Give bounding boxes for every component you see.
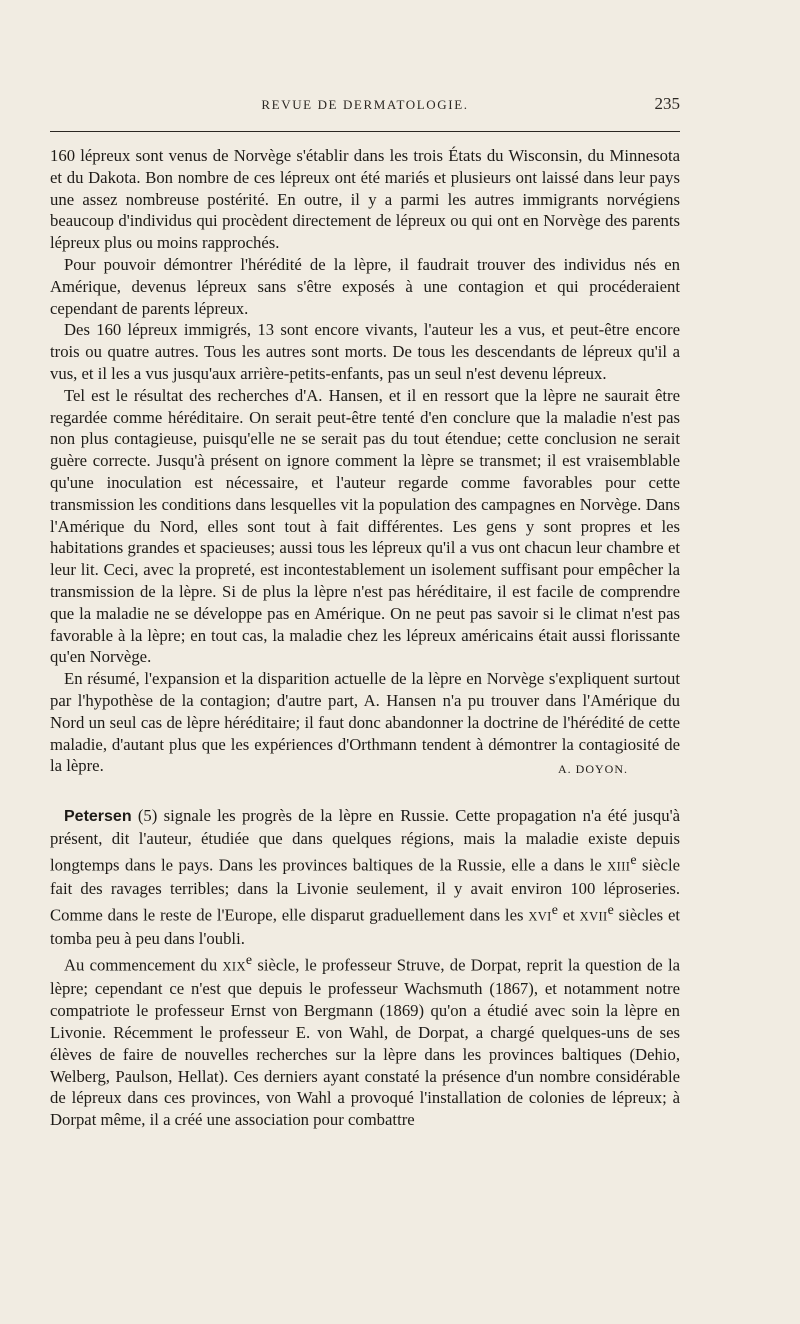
paragraph-text: siècles et tomba peu à peu dans l'oubli. — [50, 905, 681, 949]
paragraph: Tel est le résultat des recherches d'A. Hansen, et il en ressort que la lèpre ne saurait être regardée comme héréditaire. On serait peut-être tenté d'en conclure que la maladie n'est pas non plus contagieuse, puisqu'elle ne se serait pas du tout étendue; cette conclusion ne serait guère correcte. Jusqu'à présent on ignore comment la lèpre se transmet; il est vraisemblable qu'une inoculation est nécessaire, et l'auteur regarde comme favorables pour cette transmission les conditions dans lesquelles vit la population des campagnes en Norvège. Dans l'Amérique du Nord, elles sont tout à fait différentes. Les gens y sont propres et les habitations grandes et spacieuses; aussi tous les lépreux qu'il a vus ont chacun leur chambre et leur lit. Ceci, avec la propreté, est incontestablement un isolement suffisant pour empêcher la transmission de la lèpre. Si de plus la lèpre n'est pas héréditaire, il est facile de comprendre que la maladie ne se développe pas en Amérique. On ne peut pas savoir si le climat n'est pas favorable à la lèpre; en tout cas, la maladie chez les lépreux américains était aussi florissante qu'en Norvège. — [50, 385, 680, 667]
section-gap — [50, 777, 680, 805]
paragraph-text: siècle, le professeur Struve, de Dorpat, reprit la question de la lèpre; cependant ce n'est que depuis le professeur Wachsmuth (1867), et notamment notre compatriote le professeur Ernst von Bergmann (1869) qu'on a étudié avec soin la lèpre en Livonie. Récemment le professeur E. von Wahl, de Dorpat, a chargé quelques-uns de ses élèves de faire de nouvelles recherches sur la lèpre dans les provinces baltiques (Dehio, Welberg, Paulson, Hellat). Ces derniers ayant constaté la présence d'un nombre considérable de lépreux dans ces provinces, von Wahl a provoqué l'installation de colonies de lépreux; à Dorpat même, il a créé une association pour combattre — [50, 955, 680, 1130]
page-number: 235 — [654, 94, 680, 113]
century-numeral: XIX — [222, 959, 246, 974]
paragraph-text: (5) signale les progrès de la lèpre en Russie. Cette propagation n'a été jusqu'à présent, dit l'auteur, étudiée que dans quelques régions, mais la maladie existe depuis longtemps dans le pays. Dans les provinces baltiques de la Russie, elle a dans le — [50, 806, 680, 875]
paragraph-text: Au commencement du — [64, 955, 223, 975]
superscript: e — [607, 902, 614, 918]
paragraph-text: En résumé, l'expansion et la disparition actuelle de la lèpre en Norvège s'expliquent surtout par l'hypothèse de la contagion; d'autre part, A. Hansen n'a pu trouver dans l'Amérique du Nord un seul cas de lèpre héréditaire; il faut donc abandonner la doctrine de l'hérédité de cette maladie, d'autant plus que les expériences d'Orthmann tendent à démontrer la contagiosité de la lèpre. — [50, 669, 680, 776]
century-numeral: XVI — [528, 909, 552, 924]
paragraph-text: siècle fait des ravages terribles; dans la Livonie seulement, il y avait environ 100 léproseries. Comme dans le reste de l'Europe, elle disparut graduellement dans les — [50, 855, 680, 925]
century-numeral: XIII — [607, 859, 631, 874]
paragraph: 160 lépreux sont venus de Norvège s'établir dans les trois États du Wisconsin, du Minnesota et du Dakota. Bon nombre de ces lépreux ont été mariés et plusieurs ont laissé dans leur pays une assez nombreuse postérité. En outre, il y a parmi les autres immigrants norvégiens beaucoup d'individus qui procèdent directement de lépreux ou qui ont en Norvège des parents lépreux plus ou moins rapprochés. — [50, 146, 680, 253]
paragraph — [50, 950, 680, 1131]
superscript: e — [551, 902, 558, 918]
superscript: e — [630, 852, 637, 868]
running-title: REVUE DE DERMATOLOGIE. — [261, 97, 469, 112]
paragraph — [50, 668, 680, 777]
superscript: e — [245, 953, 253, 969]
century-numeral: XVII — [579, 909, 608, 924]
paragraph: Des 160 lépreux immigrés, 13 sont encore vivants, l'auteur les a vus, et peut-être encore trois ou quatre autres. Tous les autres sont morts. De tous les descendants de lépreux qu'il a vus, et il les a vus jusqu'aux arrière-petits-enfants, pas un seul n'est devenu lépreux. — [50, 320, 680, 383]
paragraph-petersen — [50, 805, 680, 950]
header-rule — [50, 131, 680, 132]
signature: A. DOYON. — [558, 762, 628, 777]
page-header — [50, 94, 680, 121]
paragraph-text: et — [557, 905, 580, 925]
author-name: Petersen — [64, 808, 132, 826]
paragraph: Pour pouvoir démontrer l'hérédité de la lèpre, il faudrait trouver des individus nés en Amérique, devenus lépreux sans s'être exposés à une contagion et qui procéderaient cependant de parents lépreux. — [50, 254, 680, 318]
body-text — [50, 145, 680, 1131]
